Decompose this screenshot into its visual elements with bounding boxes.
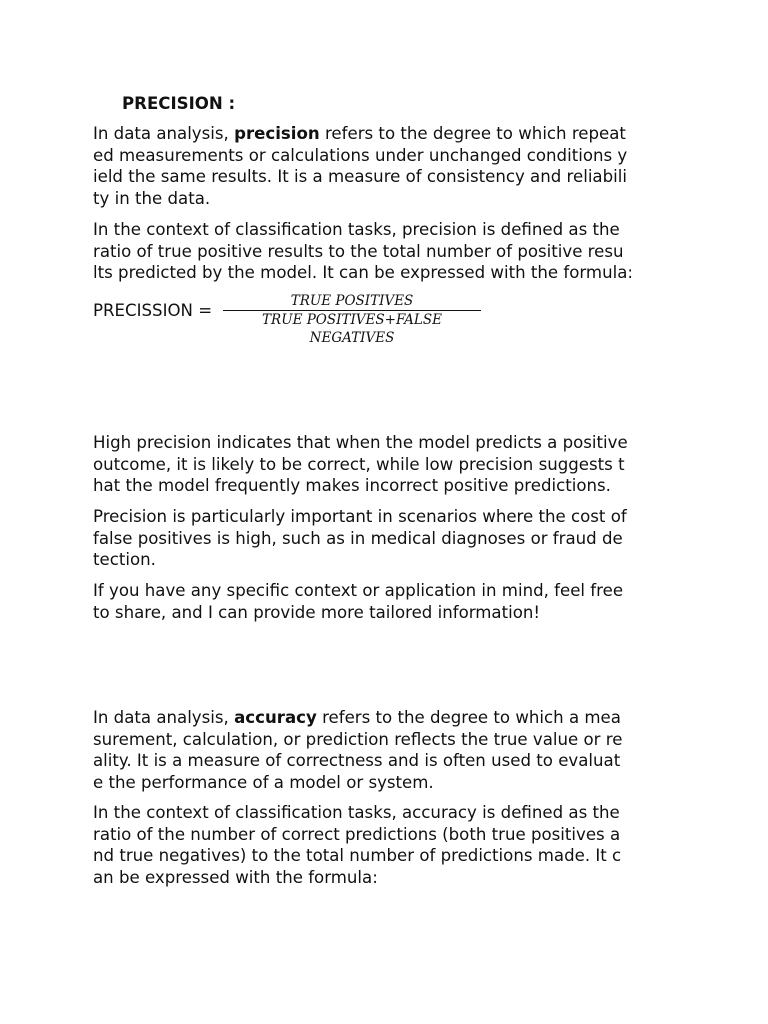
accuracy-term: accuracy — [234, 708, 317, 727]
precision-intro-suffix: refers to the degree to which repeat ed measurements or calculations under unchanged conditions y ield the same results. It is a measure of consistency and reliabili ty in the data. — [93, 124, 628, 208]
accuracy-intro-prefix: In data analysis, — [93, 708, 235, 727]
formula-numerator: TRUE POSITIVES — [290, 293, 414, 309]
formula-label: PRECISSION = — [93, 301, 213, 320]
high-precision-paragraph: High precision indicates that when the model predicts a positive outcome, it is likely to be correct, while low precision suggests t hat the model frequently makes incorrect positive predictions. — [93, 433, 628, 495]
precision-term: precision — [234, 124, 320, 143]
accuracy-context-paragraph: In the context of classification tasks, accuracy is defined as the ratio of the number of correct predictions (both true positives a nd true negatives) to the total number of predictions made. It c an be expressed with the formula: — [93, 803, 622, 887]
closing-note-paragraph: If you have any specific context or application in mind, feel free to share, and I can provide more tailored information! — [93, 581, 624, 622]
precision-context-paragraph: In the context of classification tasks, precision is defined as the ratio of true positive results to the total number of positive resu lts predicted by the model. It can be expressed with the formula: — [93, 220, 633, 282]
precision-intro-prefix: In data analysis, — [93, 124, 235, 143]
accuracy-intro-paragraph — [93, 707, 683, 793]
formula-fraction — [223, 292, 481, 346]
precision-importance-paragraph: Precision is particularly important in scenarios where the cost of false positives is high, such as in medical diagnoses or fraud de tection. — [93, 507, 627, 569]
formula-denominator: TRUE POSITIVES+FALSE NEGATIVES — [262, 312, 442, 346]
precision-intro-paragraph — [93, 123, 683, 209]
section-heading: PRECISION : — [122, 94, 236, 113]
accuracy-intro-suffix: refers to the degree to which a mea surement, calculation, or prediction reflects the true value or re ality. It is a measure of correctness and is often used to evaluat e the performance of a model or system. — [93, 708, 623, 792]
